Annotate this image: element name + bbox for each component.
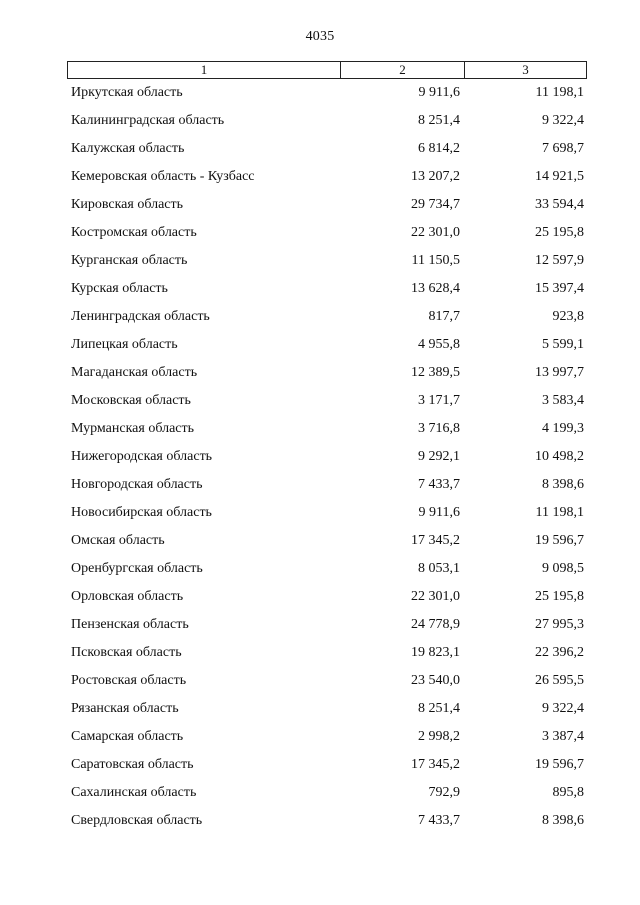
value-col-2: 3 716,8	[418, 421, 460, 436]
region-name: Мурманская область	[71, 421, 195, 436]
value-col-2: 9 911,6	[418, 505, 460, 520]
region-name: Нижегородская область	[71, 449, 213, 464]
table-row	[0, 673, 640, 701]
value-col-3: 7 698,7	[542, 141, 584, 156]
region-name: Пензенская область	[71, 617, 189, 632]
header-col-3: 3	[464, 62, 586, 78]
table-row	[0, 477, 640, 505]
table-row	[0, 729, 640, 757]
value-col-2: 24 778,9	[411, 617, 460, 632]
value-col-2: 7 433,7	[418, 813, 460, 828]
value-col-3: 10 498,2	[535, 449, 584, 464]
region-name: Курская область	[71, 281, 168, 296]
region-name: Ленинградская область	[71, 309, 210, 324]
region-name: Калининградская область	[71, 113, 225, 128]
region-name: Свердловская область	[71, 813, 203, 828]
value-col-3: 923,8	[552, 309, 584, 324]
page-number: 4035	[305, 29, 335, 44]
value-col-2: 8 053,1	[418, 561, 460, 576]
region-name: Саратовская область	[71, 757, 194, 772]
table-row	[0, 197, 640, 225]
table-row	[0, 533, 640, 561]
value-col-3: 8 398,6	[542, 813, 584, 828]
table-row	[0, 589, 640, 617]
table-row	[0, 757, 640, 785]
table-row	[0, 281, 640, 309]
value-col-3: 12 597,9	[535, 253, 584, 268]
value-col-2: 17 345,2	[411, 533, 460, 548]
value-col-2: 9 292,1	[418, 449, 460, 464]
table-row	[0, 813, 640, 841]
value-col-3: 19 596,7	[535, 757, 584, 772]
region-name: Омская область	[71, 533, 165, 548]
value-col-3: 4 199,3	[542, 421, 584, 436]
value-col-2: 2 998,2	[418, 729, 460, 744]
value-col-2: 4 955,8	[418, 337, 460, 352]
value-col-2: 8 251,4	[418, 113, 460, 128]
region-name: Новгородская область	[71, 477, 203, 492]
value-col-2: 7 433,7	[418, 477, 460, 492]
value-col-3: 22 396,2	[535, 645, 584, 660]
table-row	[0, 617, 640, 645]
value-col-2: 13 628,4	[411, 281, 460, 296]
table-row	[0, 225, 640, 253]
value-col-2: 3 171,7	[418, 393, 460, 408]
table-row	[0, 645, 640, 673]
table-row	[0, 785, 640, 813]
value-col-3: 9 322,4	[542, 113, 584, 128]
value-col-2: 23 540,0	[411, 673, 460, 688]
value-col-3: 3 583,4	[542, 393, 584, 408]
table-row	[0, 309, 640, 337]
value-col-2: 22 301,0	[411, 589, 460, 604]
table-row	[0, 253, 640, 281]
value-col-2: 6 814,2	[418, 141, 460, 156]
value-col-3: 13 997,7	[535, 365, 584, 380]
region-name: Курганская область	[71, 253, 188, 268]
value-col-3: 5 599,1	[542, 337, 584, 352]
value-col-2: 19 823,1	[411, 645, 460, 660]
table-row	[0, 365, 640, 393]
region-name: Псковская область	[71, 645, 182, 660]
header-col-1: 1	[200, 62, 208, 77]
value-col-2: 22 301,0	[411, 225, 460, 240]
table-header	[67, 61, 587, 79]
value-col-2: 11 150,5	[411, 253, 460, 268]
value-col-3: 19 596,7	[535, 533, 584, 548]
region-name: Липецкая область	[71, 337, 178, 352]
table-row	[0, 421, 640, 449]
value-col-2: 792,9	[428, 785, 460, 800]
value-col-2: 8 251,4	[418, 701, 460, 716]
value-col-2: 9 911,6	[418, 85, 460, 100]
value-col-2: 13 207,2	[411, 169, 460, 184]
value-col-2: 12 389,5	[411, 365, 460, 380]
value-col-3: 9 322,4	[542, 701, 584, 716]
value-col-3: 9 098,5	[542, 561, 584, 576]
table-row	[0, 337, 640, 365]
region-name: Рязанская область	[71, 701, 179, 716]
region-name: Оренбургская область	[71, 561, 203, 576]
region-name: Новосибирская область	[71, 505, 212, 520]
table-row	[0, 113, 640, 141]
value-col-3: 11 198,1	[535, 505, 584, 520]
value-col-3: 3 387,4	[542, 729, 584, 744]
table-row	[0, 85, 640, 113]
table-row	[0, 505, 640, 533]
region-name: Кемеровская область - Кузбасс	[71, 169, 255, 184]
region-name: Московская область	[71, 393, 191, 408]
table-row	[0, 701, 640, 729]
value-col-3: 895,8	[552, 785, 584, 800]
value-col-2: 17 345,2	[411, 757, 460, 772]
region-name: Калужская область	[71, 141, 185, 156]
table-row	[0, 169, 640, 197]
region-name: Иркутская область	[71, 85, 183, 100]
value-col-3: 14 921,5	[535, 169, 584, 184]
value-col-3: 26 595,5	[535, 673, 584, 688]
region-name: Магаданская область	[71, 365, 198, 380]
value-col-2: 29 734,7	[411, 197, 460, 212]
value-col-3: 33 594,4	[535, 197, 584, 212]
value-col-3: 11 198,1	[535, 85, 584, 100]
region-name: Сахалинская область	[71, 785, 197, 800]
value-col-3: 25 195,8	[535, 589, 584, 604]
value-col-3: 27 995,3	[535, 617, 584, 632]
region-name: Кировская область	[71, 197, 184, 212]
header-col-2: 2	[340, 62, 464, 78]
value-col-2: 817,7	[428, 309, 460, 324]
value-col-3: 25 195,8	[535, 225, 584, 240]
region-name: Самарская область	[71, 729, 184, 744]
region-name: Орловская область	[71, 589, 184, 604]
table-row	[0, 449, 640, 477]
table-row	[0, 141, 640, 169]
value-col-3: 8 398,6	[542, 477, 584, 492]
table-row	[0, 561, 640, 589]
region-name: Костромская область	[71, 225, 197, 240]
table-row	[0, 393, 640, 421]
value-col-3: 15 397,4	[535, 281, 584, 296]
table-body	[0, 85, 640, 841]
region-name: Ростовская область	[71, 673, 187, 688]
